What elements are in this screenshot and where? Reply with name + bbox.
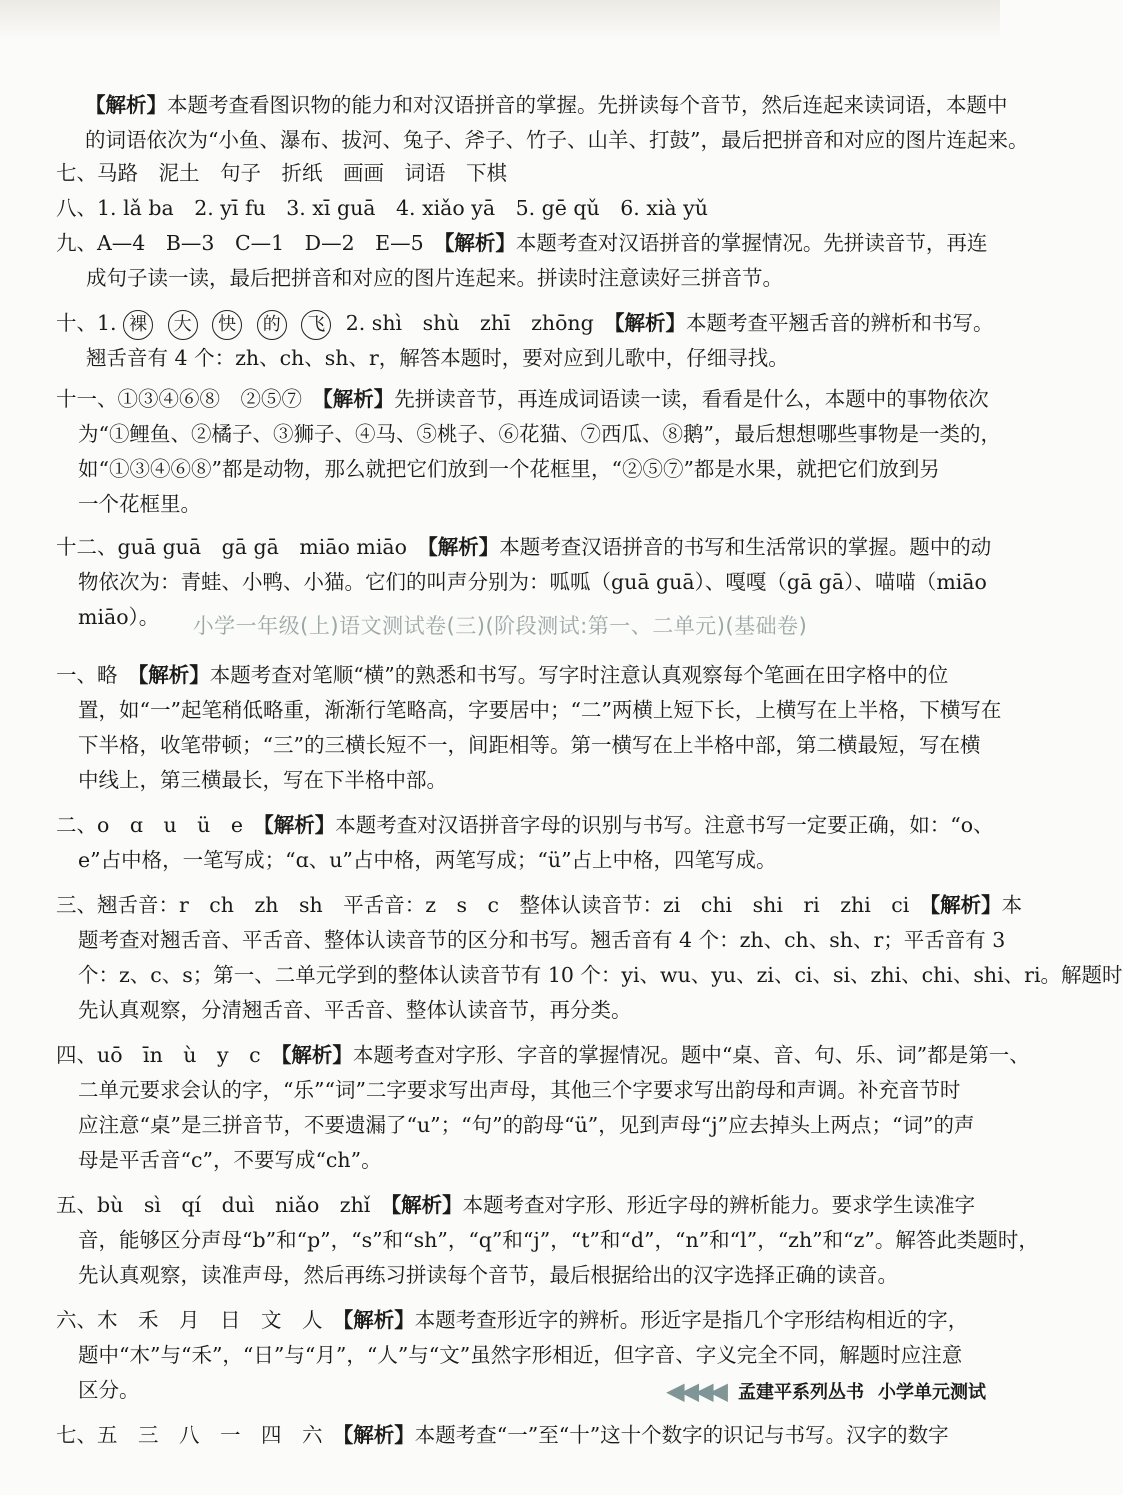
answer-5 xyxy=(56,1188,1123,1223)
text-span: 本题考查对笔顺“横”的熟悉和书写。写字时注意认真观察每个笔画在田字格中的位 xyxy=(209,663,949,687)
text-line: 个：z、c、s；第一、二单元学到的整体认读音节有 10 个：yi、wu、yu、zi、ci、si、zhi、chi、shi、ri。解题时 xyxy=(78,963,1123,987)
text-line: 一个花框里。 xyxy=(78,492,201,516)
text-span: 本题考查对字形、字音的掌握情况。题中“桌、音、句、乐、词”都是第一、 xyxy=(352,1043,1030,1067)
answers-part2 xyxy=(56,156,1001,635)
text-span: 本题考查对汉语拼音的掌握情况。先拼读音节，再连 xyxy=(515,231,988,255)
text-line: 中线上，第三横最长，写在下半格中部。 xyxy=(78,768,447,792)
scan-shadow xyxy=(0,0,1000,40)
text-line: 先认真观察，读准声母，然后再练习拼读每个音节，最后根据给出的汉字选择正确的读音。 xyxy=(78,1263,898,1287)
answer-7: 七、马路 泥土 句子 折纸 画画 词语 下棋 xyxy=(56,161,507,185)
text-span: 本题考查形近字的辨析。形近字是指几个字形结构相近的字， xyxy=(414,1308,969,1332)
text-span: 五、bù sì qí duì niǎo zhǐ xyxy=(56,1193,391,1217)
text-span: 六、木 禾 月 日 文 人 xyxy=(56,1308,343,1332)
analysis-tag: 【解析】 xyxy=(138,663,210,687)
text-line: 置，如“一”起笔稍低略重，渐渐行笔略高，字要居中；“二”两横上短下长，上横写在上半格，下横写在 xyxy=(78,698,1002,722)
text-span: 本题考查对字形、形近字母的辨析能力。要求学生读准字 xyxy=(462,1193,976,1217)
analysis-tag: 【解析】 xyxy=(427,535,500,559)
text-span: 二、o ɑ u ü e xyxy=(56,813,264,837)
book-name: 小学单元测试 xyxy=(878,1382,986,1403)
text-span: 十一、①③④⑥⑧ ②⑤⑦ xyxy=(56,387,323,411)
analysis-tag: 【解析】 xyxy=(614,311,686,335)
text-span: 一、略 xyxy=(56,663,138,687)
text-line: 下半格，收笔带顿；“三”的三横长短不一，间距相等。第一横写在上半格中部，第二横最短，写在横 xyxy=(78,733,981,757)
text-span: 本题考查平翘舌音的辨析和书写。 xyxy=(686,311,994,335)
text-span: 本题考查看图识物的能力和对汉语拼音的掌握。先拼读每个音节，然后连起来读词语，本题中 xyxy=(167,93,1008,117)
text-span: 先拼读音节，再连成词语读一读，看看是什么，本题中的事物依次 xyxy=(394,387,989,411)
analysis-tag: 【解析】 xyxy=(390,1193,463,1217)
arrow-left-icon: ◀◀◀◀ xyxy=(666,1377,724,1405)
answer-10 xyxy=(56,306,1001,341)
answer-2 xyxy=(56,808,1123,843)
answers-part1 xyxy=(85,88,1028,158)
text-line: 音，能够区分声母“b”和“p”，“s”和“sh”，“q”和“j”，“t”和“d”，“n”和“l”，“zh”和“z”。解答此类题时， xyxy=(78,1228,1039,1252)
answer-9 xyxy=(56,226,1001,261)
series-name: 孟建平系列丛书 xyxy=(738,1382,864,1403)
text-span: 七、五 三 八 一 四 六 xyxy=(56,1423,343,1447)
text-line: 先认真观察，分清翘舌音、平舌音、整体认读音节，再分类。 xyxy=(78,998,632,1022)
answer-1 xyxy=(56,658,1123,693)
text-line: 翘舌音有 4 个：zh、ch、sh、r，解答本题时，要对应到儿歌中，仔细寻找。 xyxy=(86,346,789,370)
analysis-tag: 【解析】 xyxy=(322,387,395,411)
text-line: 母是平舌音“c”，不要写成“ch”。 xyxy=(78,1148,382,1172)
answer-8: 八、1. lǎ ba 2. yī fu 3. xī guā 4. xiǎo yā 5. gē qǔ 6. xià yǔ xyxy=(56,196,708,220)
answers-part3 xyxy=(56,658,1123,1453)
text-line: e”占中格，一笔写成；“ɑ、u”占中格，两笔写成；“ü”占上中格，四笔写成。 xyxy=(78,848,777,872)
text-span: 九、A—4 B—3 C—1 D—2 E—5 xyxy=(56,231,445,255)
circled-char: 裸 xyxy=(123,310,153,340)
analysis-tag: 【解析】 xyxy=(343,1423,415,1447)
answer-4 xyxy=(56,1038,1123,1073)
text-span: 三、翘舌音：r ch zh sh 平舌音：z s c 整体认读音节：zi chi shi ri zhi ci xyxy=(56,893,930,917)
analysis-tag: 【解析】 xyxy=(929,893,1002,917)
text-line: 物依次为：青蛙、小鸭、小猫。它们的叫声分别为：呱呱（guā guā）、嘎嘎（gā gā）、喵喵（miāo xyxy=(78,570,987,594)
text-span: 本 xyxy=(1001,893,1023,917)
text-line: 为“①鲤鱼、②橘子、③狮子、④马、⑤桃子、⑥花猫、⑦西瓜、⑧鹅”，最后想想哪些事物是一类的， xyxy=(78,422,1001,446)
analysis-tag: 【解析】 xyxy=(444,231,516,255)
analysis-tag: 【解析】 xyxy=(343,1308,415,1332)
answer-6 xyxy=(56,1303,1123,1338)
text-line: 题考查对翘舌音、平舌音、整体认读音节的区分和书写。翘舌音有 4 个：zh、ch、sh、r；平舌音有 3 xyxy=(78,928,1006,952)
circled-char: 大 xyxy=(168,310,198,340)
analysis-tag: 【解析】 xyxy=(263,813,336,837)
text-line xyxy=(85,88,1028,123)
answer-12 xyxy=(56,530,1001,565)
text-span: 2. shì shù zhī zhōng xyxy=(339,311,615,335)
text-line: 应注意“桌”是三拼音节，不要遗漏了“u”；“句”的韵母“ü”，见到声母“j”应去掉头上两点；“词”的声 xyxy=(78,1113,975,1137)
answer-11 xyxy=(56,382,1001,417)
circled-char: 快 xyxy=(212,310,242,340)
text-span: 本题考查“一”至“十”这十个数字的识记与书写。汉字的数字 xyxy=(414,1423,949,1447)
text-span: 四、uō īn ù y c xyxy=(56,1043,282,1067)
answer-7 xyxy=(56,1418,1123,1453)
circled-char: 飞 xyxy=(301,310,331,340)
text-line: 的词语依次为“小鱼、瀑布、拔河、兔子、斧子、竹子、山羊、打鼓”，最后把拼音和对应的图片连起来。 xyxy=(85,128,1029,152)
analysis-tag: 【解析】 xyxy=(281,1043,353,1067)
text-line: 成句子读一读，最后把拼音和对应的图片连起来。拼读时注意读好三拼音节。 xyxy=(86,266,783,290)
text-span: 本题考查汉语拼音的书写和生活常识的掌握。题中的动 xyxy=(499,535,992,559)
page-footer xyxy=(666,1377,986,1405)
text-line: 如“①③④⑥⑧”都是动物，那么就把它们放到一个花框里，“②⑤⑦”都是水果，就把它们放到另 xyxy=(78,457,940,481)
answer-3 xyxy=(56,888,1123,923)
text-line: 区分。 xyxy=(78,1378,140,1402)
section-title: 小学一年级(上)语文测试卷(三)(阶段测试:第一、二单元)(基础卷) xyxy=(192,614,808,638)
text-span: 十二、guā guā gā gā miāo miāo xyxy=(56,535,428,559)
analysis-tag: 【解析】 xyxy=(85,93,167,117)
circled-char: 的 xyxy=(257,310,287,340)
text-line: miāo）。 xyxy=(78,605,160,629)
text-span: 本题考查对汉语拼音字母的识别与书写。注意书写一定要正确，如：“o、 xyxy=(335,813,994,837)
text-span: 十、1. xyxy=(56,311,117,335)
text-line: 二单元要求会认的字，“乐”“词”二字要求写出声母，其他三个字要求写出韵母和声调。补充音节时 xyxy=(78,1078,961,1102)
text-line: 题中“木”与“禾”，“日”与“月”，“人”与“文”虽然字形相近，但字音、字义完全不同，解题时应注意 xyxy=(78,1343,963,1367)
